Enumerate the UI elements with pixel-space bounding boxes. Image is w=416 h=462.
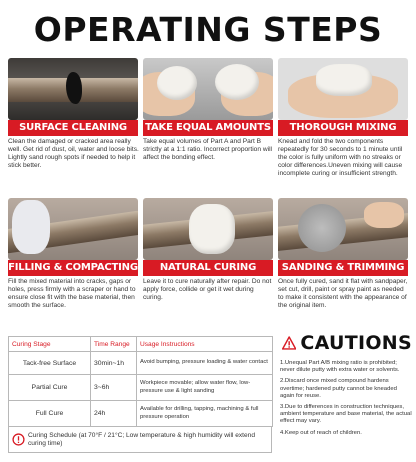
stage-cell: Tack-free Surface <box>9 352 91 375</box>
cautions-section <box>280 332 412 441</box>
caution-item: 4.Keep out of reach of children. <box>280 429 362 436</box>
table-header: Curing Stage <box>9 337 91 352</box>
step-description: Fill the mixed material into cracks, gaps or holes, press firmly with a scraper or hand to ensure close fit with the base material, then smooth the surface. <box>8 278 136 310</box>
step-description: Leave it to cure naturally after repair. Do not apply force, collide or get it wet during curing. <box>143 278 272 302</box>
equal-amounts-image <box>143 58 273 120</box>
stage-cell: Partial Cure <box>9 375 91 401</box>
alert-icon <box>12 433 25 446</box>
caution-item: 2.Discard once mixed compound hardens overtime; hardened putty cannot be kneaded again for reuse. <box>280 378 397 399</box>
step-description: Take equal volumes of Part A and Part B strictly at a 1:1 ratio. Incorrect proportion will affect the bonding effect. <box>143 138 272 162</box>
page-title: OPERATING STEPS <box>33 10 383 49</box>
range-cell: 24h <box>91 401 137 427</box>
step-label: SURFACE CLEANING <box>8 120 138 136</box>
caution-item: 3.Due to differences in construction techniques, ambient temperature and base material, the actual effect may vary. <box>280 404 412 425</box>
table-header: Time Range <box>91 337 137 352</box>
curing-note-text: Curing Schedule (at 70°F / 21°C; Low temperature & high humidity will extend curing time) <box>28 431 256 447</box>
thorough-mixing-image <box>278 58 408 120</box>
step-description: Clean the damaged or cracked area really well. Get rid of dust, oil, water and loose bits. Lightly sand rough spots if needed to help it stick better. <box>8 138 139 170</box>
step-label: SANDING & TRIMMING <box>278 260 408 276</box>
step-label: THOROUGH MIXING <box>278 120 408 136</box>
table-row <box>9 401 273 427</box>
surface-cleaning-image <box>8 58 138 120</box>
step-description: Knead and fold the two components repeatedly for 30 seconds to 1 minute until the color is fully uniform with no streaks or color differences.Uneven mixing will cause incomplete curing or insufficient strength. <box>278 138 403 178</box>
step-label: NATURAL CURING <box>143 260 273 276</box>
usage-cell: Workpiece movable; allow water flow, low-pressure use & light sanding <box>137 375 273 401</box>
curing-table <box>8 336 272 453</box>
table-row <box>9 375 273 401</box>
table-row <box>9 352 273 375</box>
stage-cell: Full Cure <box>9 401 91 427</box>
warning-icon <box>282 334 296 352</box>
step-label: TAKE EQUAL AMOUNTS <box>143 120 273 136</box>
usage-cell: Avoid bumping, pressure loading & water contact <box>137 352 273 375</box>
usage-cell: Available for drilling, tapping, machining & full pressure operation <box>137 401 273 427</box>
step-description: Once fully cured, sand it flat with sandpaper, set cut, drill, paint or spray paint as needed to make it consistent with the appearance of the original item. <box>278 278 408 310</box>
natural-curing-image <box>143 198 273 260</box>
sanding-trimming-image <box>278 198 408 260</box>
filling-compacting-image <box>8 198 138 260</box>
range-cell: 3~6h <box>91 375 137 401</box>
range-cell: 30min~1h <box>91 352 137 375</box>
curing-note <box>8 427 272 453</box>
caution-item: 1.Unequal Part A/B mixing ratio is prohibited; never dilute putty with extra water or solvents. <box>280 360 400 374</box>
table-header: Usage Instructions <box>137 337 273 352</box>
cautions-title: CAUTIONS <box>300 332 412 354</box>
step-label: FILLING & COMPACTING <box>8 260 138 276</box>
